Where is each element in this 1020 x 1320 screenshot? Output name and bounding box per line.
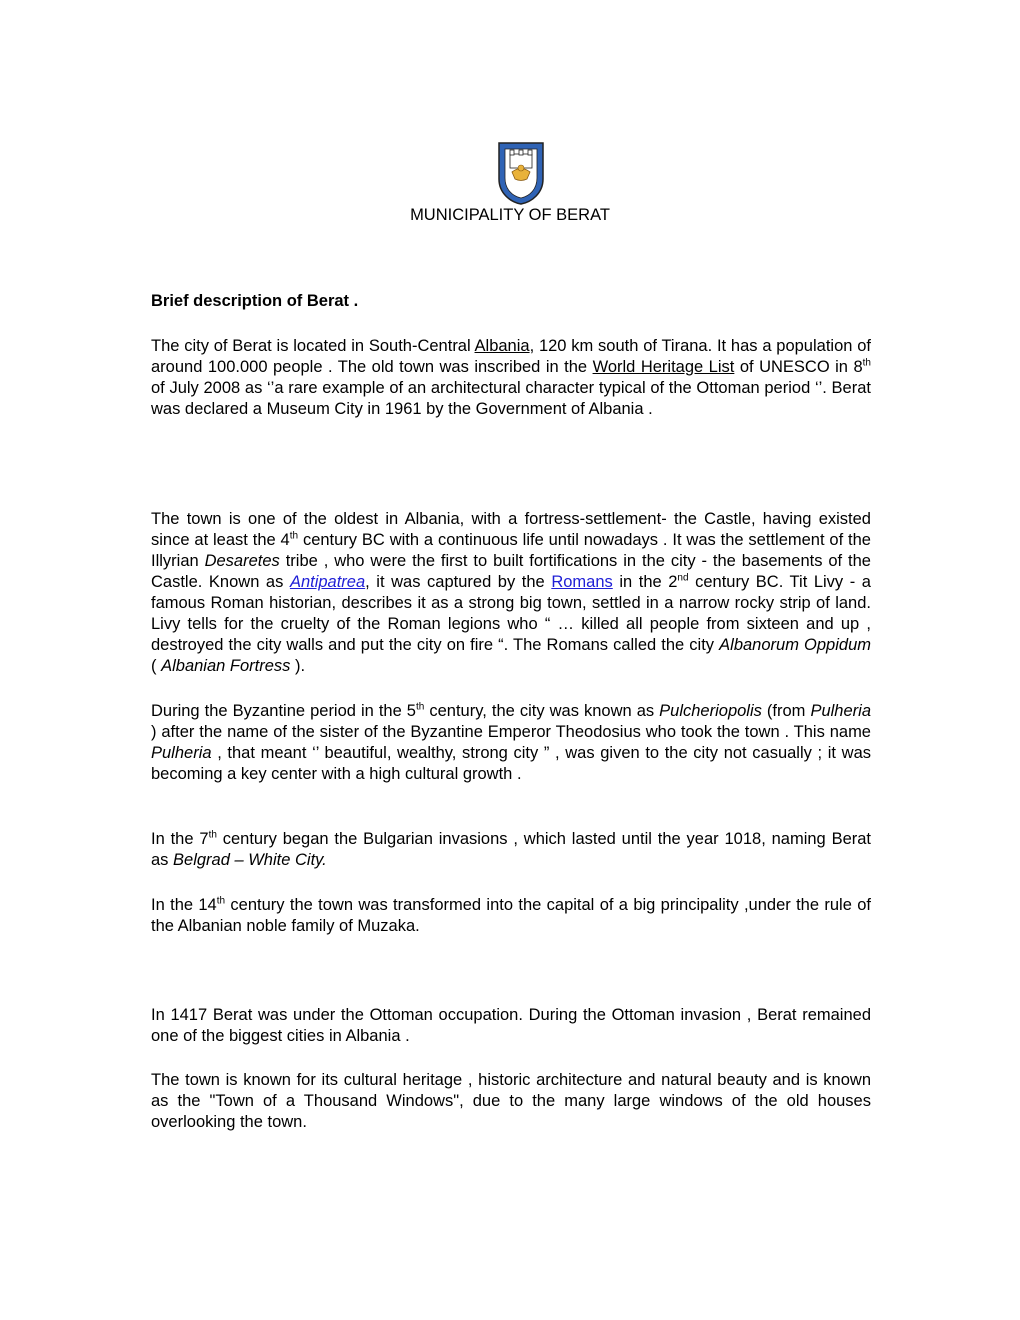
paragraph-ottoman: In 1417 Berat was under the Ottoman occupation. During the Ottoman invasion , Berat remained one of the biggest cities in Albania . bbox=[151, 1006, 871, 1045]
world-heritage-list-link[interactable]: World Heritage List bbox=[592, 358, 735, 376]
municipality-title: MUNICIPALITY OF BERAT bbox=[410, 206, 610, 224]
antipatrea-link[interactable]: Antipatrea bbox=[289, 573, 366, 591]
paragraph-bulgarian: In the 7th century began the Bulgarian invasions , which lasted until the year 1018, naming Berat as Belgrad – White City. bbox=[151, 829, 872, 869]
romans-link[interactable]: Romans bbox=[551, 573, 613, 591]
paragraph-location: The city of Berat is located in South-Central Albania, 120 km south of Tirana. It has a population of around 100.000 people . The old town was inscribed in the World Heritage List of UNESCO in 8th of July 2008 as ‘’a rare example of an architectural character typical of the Ottoman period ‘’. Berat was declared a Museum City in 1961 by the Government of Albania . bbox=[151, 337, 871, 418]
albania-link[interactable]: Albania bbox=[474, 337, 530, 355]
paragraph-byzantine: During the Byzantine period in the 5th century, the city was known as Pulcheriopolis (from Pulheria ) after the name of the sister of the Byzantine Emperor Theodosius who took the town . This name Pulheria , that meant ‘’ beautiful, wealthy, strong city ” , was given to the city not casually ; it was becoming a key center with a high cultural growth . bbox=[151, 701, 871, 783]
berat-coat-of-arms-icon bbox=[496, 141, 546, 205]
paragraph-history: The town is one of the oldest in Albania, with a fortress-settlement- the Castle, having existed since at least the 4th century BC with a continuous life until nowadays . It was the settlement of the Illyrian Desaretes tribe , who were the first to built fortifications in the city - the basements of the Castle. Known as Antipatrea, it was captured by the Romans in the 2nd century BC. Tit Livy - a famous Roman historian, describes it as a strong big town, settled in a narrow rocky strip of land. Livy tells for the cruelty of the Roman legions who “ … killed all people from sixteen and up , destroyed the city walls and put the city on fire “. The Romans called the city Albanorum Oppidum ( Albanian Fortress ). bbox=[151, 510, 871, 675]
paragraph-muzaka: In the 14th century the town was transformed into the capital of a big principality ,under the rule of the Albanian noble family of Muzaka. bbox=[151, 895, 871, 935]
paragraph-heritage: The town is known for its cultural heritage , historic architecture and natural beauty and is known as the "Town of a Thousand Windows", due to the many large windows of the old houses overlooking the town. bbox=[151, 1071, 871, 1131]
section-heading: Brief description of Berat . bbox=[151, 292, 359, 310]
